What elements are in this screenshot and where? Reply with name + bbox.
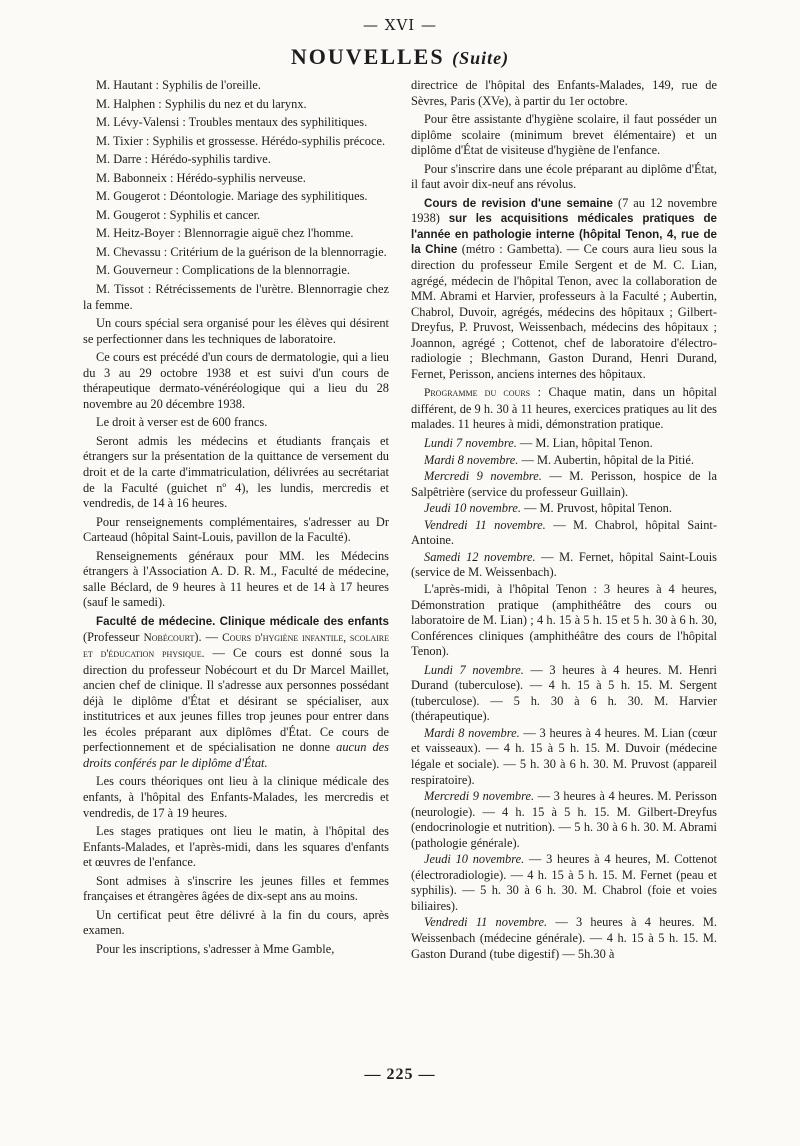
left-column bbox=[83, 78, 389, 960]
paragraph: Pour être assistante d'hygiène scolaire, il faut posséder un diplôme scolaire (minimum brevet élémentaire) et un diplôme d'État de visiteuse d'hygiène de l'enfance. bbox=[411, 112, 717, 158]
text-run: (Professeur bbox=[83, 629, 144, 644]
text-run: — Ce cours est donné sous la direction du professeur Nobécourt et du Dr Marcel Maillet, ancien chef de clinique. Il s'adresse aux personnes possédant déjà le diplôme d'État et désirant se spécialiser, aux institutrices et aux jeunes filles trop jeunes pour entrer dans les écoles préparant aux diplômes d'État. Ce cours de perfectionnement et de spécialisation ne donne bbox=[83, 646, 389, 755]
paragraph: Pour les inscriptions, s'adresser à Mme Gamble, bbox=[96, 941, 335, 956]
paragraph: Pour renseignements complémentaires, s'adresser au Dr Carteaud (hôpital Saint-Louis, pavillon de la Faculté). bbox=[83, 514, 389, 545]
page-title bbox=[0, 44, 800, 70]
announcement-heading: Faculté de médecine. Clinique médicale des enfants bbox=[96, 614, 389, 628]
course-item: M. Halphen : Syphilis du nez et du larynx. bbox=[96, 96, 307, 111]
schedule-text: — M. Chabrol, hôpital Saint-Antoine. bbox=[411, 517, 717, 548]
right-column bbox=[411, 78, 717, 963]
schedule-date: Vendredi 11 novembre. bbox=[424, 517, 546, 532]
italic-note: aucun des droits conférés par le diplôme d'État. bbox=[83, 740, 389, 770]
page-number: — 225 — bbox=[364, 1066, 436, 1083]
course-item: M. Tissot : Rétrécissements de l'urètre. Blennorragie chez la femme. bbox=[83, 282, 389, 312]
schedule-text: — M. Perisson, hospice de la Salpêtrière (service du professeur Guillain). bbox=[411, 469, 717, 499]
page-roman-numeral: — XVI — bbox=[363, 16, 437, 34]
schedule-entry bbox=[411, 518, 717, 549]
schedule-date: Lundi 7 novembre. bbox=[424, 662, 524, 677]
section-title: NOUVELLES bbox=[290, 44, 445, 69]
schedule-text: — M. Pruvost, hôpital Tenon. bbox=[520, 501, 672, 516]
paragraph: Pour s'inscrire dans une école préparant au diplôme d'État, il faut avoir dix-neuf ans révolus. bbox=[411, 161, 717, 192]
course-item: M. Gougerot : Syphilis et cancer. bbox=[96, 207, 261, 222]
paragraph: Renseignements généraux pour MM. les Médecins étrangers à l'Association A. D. R. M., Faculté de médecine, salle Béclard, de 9 heures à 11 heures et de 14 à 17 heures (sauf le samedi). bbox=[83, 548, 389, 610]
course-item: M. Hautant : Syphilis de l'oreille. bbox=[96, 78, 262, 92]
schedule-entry bbox=[411, 550, 717, 581]
schedule-entry bbox=[411, 915, 717, 962]
paragraph: Ce cours est précédé d'un cours de dermatologie, qui a lieu du 3 au 29 octobre 1938 et est suivi d'un cours de thérapeutique dermato-vénéréologique qui a lieu du 28 novembre au 20 décembre 1938. bbox=[83, 350, 389, 411]
paragraph: directrice de l'hôpital des Enfants-Malades, 149, rue de Sèvres, Paris (XVe), à partir du 1er octobre. bbox=[411, 78, 717, 108]
text-run: ). — bbox=[194, 629, 223, 644]
schedule-date: Mardi 8 novembre. bbox=[424, 725, 520, 740]
professor-name: Nobécourt bbox=[143, 631, 195, 644]
schedule-entry bbox=[411, 501, 717, 517]
programme-label: Programme du cours bbox=[424, 387, 531, 400]
paragraph-clinique-enfants bbox=[83, 614, 389, 771]
course-item: M. Babonneix : Hérédo-syphilis nerveuse. bbox=[96, 170, 306, 185]
course-item: M. Lévy-Valensi : Troubles mentaux des syphilitiques. bbox=[96, 115, 368, 130]
text-run: (7 au 12 novembre 1938) bbox=[411, 195, 717, 226]
paragraph: Les stages pratiques ont lieu le matin, à l'hôpital des Enfants-Malades, et l'après-midi, dans les squares d'enfants et œuvres de l'enfance. bbox=[83, 824, 389, 870]
paragraph: Le droit à verser est de 600 francs. bbox=[96, 415, 268, 430]
schedule-entry bbox=[411, 436, 717, 452]
course-item: M. Tixier : Syphilis et grossesse. Hérédo-syphilis précoce. bbox=[96, 133, 386, 148]
course-title: Cours d'hygiène infantile, scolaire et d'éducation physique. bbox=[83, 631, 390, 661]
section-title-suite: (Suite) bbox=[452, 48, 510, 68]
course-item: M. Chevassu : Critérium de la guérison de la blennorragie. bbox=[96, 244, 387, 259]
paragraph: Seront admis les médecins et étudiants français et étrangers sur la présentation de la quittance de versement du droit et de la carte d'immatriculation, délivrées au secrétariat de la Faculté (guichet nº 4), les lundis, mercredis et vendredis, de 14 à 16 heures. bbox=[83, 433, 389, 511]
schedule-date: Lundi 7 novembre. bbox=[424, 436, 517, 451]
course-item: M. Gouverneur : Complications de la blennorragie. bbox=[96, 263, 350, 278]
announcement-heading: Cours de revision d'une semaine bbox=[424, 196, 613, 210]
announcement-subheading: sur les acquisitions médicales pratiques de l'année en pathologie interne (hôpital Tenon, 4, rue de la Chine bbox=[411, 212, 717, 257]
schedule-text: — 3 heures à 4 heures. M. Henri Durand (tuberculose). — 4 h. 15 à 5 h. 15. M. Sergent (tuberculose). — 5 h. 30 à 6 h. 30. M. Harvier (thérapeutique). bbox=[411, 662, 717, 724]
schedule-date: Jeudi 10 novembre. bbox=[424, 501, 521, 516]
schedule-date: Vendredi 11 novembre. bbox=[424, 915, 548, 930]
schedule-entry bbox=[411, 726, 717, 788]
text-run: : Chaque matin, dans un hôpital différent, de 9 h. 30 à 11 heures, exercices pratiques au lit des malades. 11 heures à midi, démonstration pratique. bbox=[411, 385, 717, 432]
paragraph-cours-revision bbox=[411, 196, 717, 383]
schedule-text: — M. Aubertin, hôpital de la Pitié. bbox=[518, 452, 694, 467]
schedule-date: Mercredi 9 novembre. bbox=[424, 469, 542, 484]
schedule-text: — 3 heures à 4 heures, M. Cottenot (électroradiologie). — 4 h. 15 à 5 h. 15. M. Fernet (peau et syphilis). — 5 h. 30 à 6 h. 30. M. Chabrol (foie et voies biliaires). bbox=[411, 852, 717, 913]
schedule-entry bbox=[411, 852, 717, 914]
schedule-text: — 3 heures à 4 heures. M. Lian (cœur et vaisseaux). — 4 h. 15 à 5 h. 15. M. Duvoir (médecine légale et sociale). — 5 h. 30 à 6 h. 30. M. Pruvost (appareil respiratoire). bbox=[411, 725, 717, 787]
paragraph: Sont admises à s'inscrire les jeunes filles et femmes françaises et étrangères âgées de dix-sept ans au moins. bbox=[83, 873, 389, 904]
schedule-date: Jeudi 10 novembre. bbox=[424, 852, 525, 867]
schedule-date: Mardi 8 novembre. bbox=[424, 452, 519, 467]
course-item: M. Darre : Hérédo-syphilis tardive. bbox=[96, 152, 271, 167]
schedule-date: Samedi 12 novembre. bbox=[424, 549, 536, 564]
schedule-entry bbox=[411, 663, 717, 725]
schedule-entry bbox=[411, 789, 717, 851]
schedule-text: — 3 heures à 4 heures. M. Perisson (neurologie). — 4 h. 15 à 5 h. 15. M. Gilbert-Dreyfus (endocrinologie et nutrition). — 5 h. 30 à 6 h. 30. M. Abrami (pathologie générale). bbox=[411, 789, 717, 850]
paragraph: L'après-midi, à l'hôpital Tenon : 3 heures à 4 heures, Démonstration pratique (amphithéâtre des cours ou laboratoire de M. Lian) ; 4 h. 15 à 5 h. 15 et 5 h. 30 à 6 h. 30, Conférences cliniques (amphithéâtre des cours de l'hôpital Tenon). bbox=[411, 581, 717, 659]
paragraph: Un cours spécial sera organisé pour les élèves qui désirent se perfectionner dans les techniques de laboratoire. bbox=[83, 316, 389, 346]
course-item: M. Heitz-Boyer : Blennorragie aiguë chez l'homme. bbox=[96, 226, 354, 241]
course-item: M. Gougerot : Déontologie. Mariage des syphilitiques. bbox=[96, 189, 368, 204]
schedule-text: — M. Fernet, hôpital Saint-Louis (service de M. Weissenbach). bbox=[411, 549, 717, 580]
text-run: (métro : Gambetta). — Ce cours aura lieu sous la direction du professeur Emile Sergent et de M. C. Lian, agrégé, médecin de l'hôpital Tenon, avec la collaboration de MM. Abrami et Harvier, professeurs à la Faculté ; Aubertin, Chabrol, Duvoir, agrégés, médecins des hôpitaux ; Gilbert-Dreyfus, P. Pruvost, Weissenbach, médecins des hôpitaux ; Joannon, agrégé ; Cottenot, chef de laboratoire d'électro-radiologie ; Blechmann, Gaston Durand, Henri Durand, Fernet, Perisson, anciens internes des hôpitaux. bbox=[411, 242, 717, 381]
schedule-date: Mercredi 9 novembre. bbox=[424, 789, 535, 804]
programme-paragraph bbox=[411, 385, 717, 433]
paragraph: Un certificat peut être délivré à la fin du cours, après examen. bbox=[83, 907, 389, 938]
schedule-entry bbox=[411, 469, 717, 500]
schedule-text: — M. Lian, hôpital Tenon. bbox=[516, 436, 653, 451]
paragraph: Les cours théoriques ont lieu à la clinique médicale des enfants, à l'hôpital des Enfants-Malades, les mercredis et vendredis, de 17 à 19 heures. bbox=[83, 774, 389, 820]
schedule-text: — 3 heures à 4 heures. M. Weissenbach (médecine générale). — 4 h. 15 à 5 h. 15. M. Gaston Durand (tube digestif) — 5h.30 à bbox=[411, 915, 717, 961]
schedule-entry bbox=[411, 453, 717, 469]
